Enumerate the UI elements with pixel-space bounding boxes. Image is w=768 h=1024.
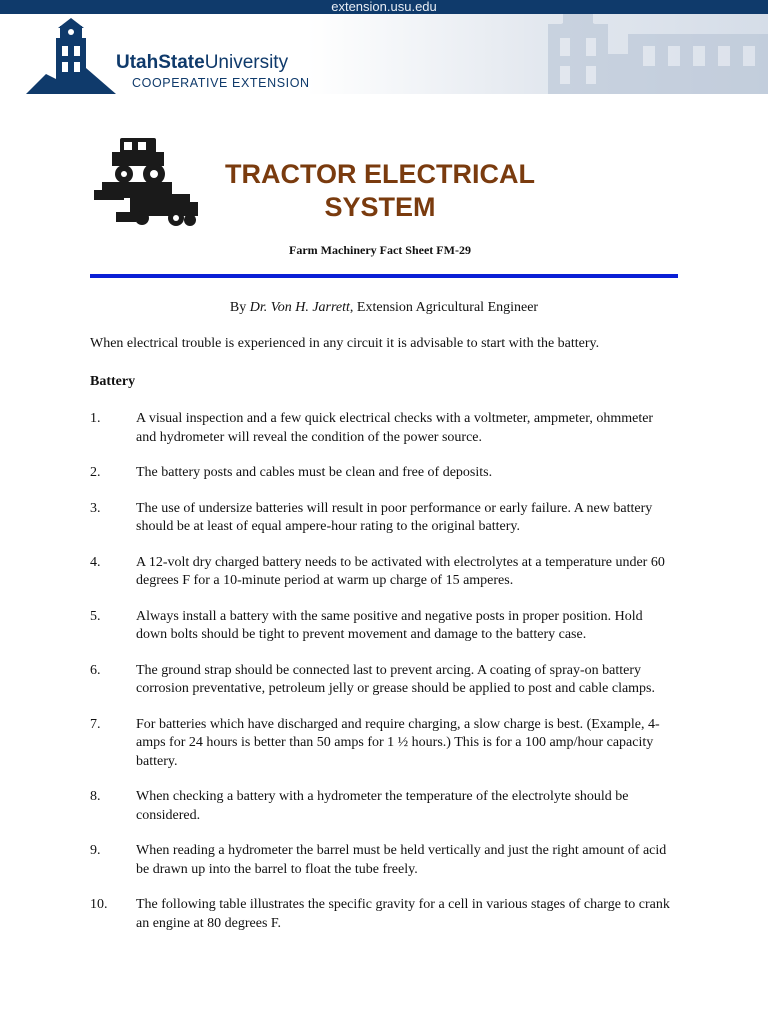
site-url[interactable]: extension.usu.edu — [331, 0, 437, 14]
list-item-text: When reading a hydrometer the barrel must be held vertically and just the right amount of acid be drawn up into the barrel to float the tube freely. — [136, 843, 667, 877]
byline — [0, 300, 768, 316]
list-item — [90, 716, 690, 772]
intro-paragraph: When electrical trouble is experienced in any circuit it is advisable to start with the battery. — [90, 336, 600, 351]
list-item-text: Always install a battery with the same positive and negative posts in proper position. Hold down bolts should be tight to prevent movement and damage to the battery case. — [136, 608, 643, 642]
list-item-number: 2. — [90, 465, 101, 480]
farm-machinery-clipart-icon — [90, 130, 202, 232]
list-item-number: 3. — [90, 500, 101, 516]
old-main-tower-watermark-icon — [508, 14, 768, 94]
list-item-text: A 12-volt dry charged battery needs to be activated with electrolytes at a temperature under 60 degrees F for a 10-minute period at warm up charge of 15 amperes. — [136, 554, 665, 588]
battery-tips-list — [90, 410, 690, 950]
university-name — [116, 52, 288, 74]
list-item-text: The following table illustrates the specific gravity for a cell in various stages of charge to crank an engine at 80 degrees F. — [136, 897, 670, 931]
list-item-text: A visual inspection and a few quick electrical checks with a voltmeter, ampmeter, ohmmeter and hydrometer will reveal the condition of the power source. — [136, 411, 654, 445]
list-item — [90, 464, 690, 483]
list-item-text: For batteries which have discharged and require charging, a slow charge is best. (Example, 4-amps for 24 hours is better than 50 amps for 1 ½ hours.) This is for a 100 amp/hour capacity battery. — [136, 716, 660, 769]
list-item-text: The battery posts and cables must be clean and free of deposits. — [136, 465, 493, 480]
list-item-number: 6. — [90, 662, 101, 678]
document-title-line-2: SYSTEM — [324, 192, 436, 222]
header-banner — [0, 14, 768, 94]
list-item-number: 10. — [90, 897, 108, 912]
university-name-bold: UtahState — [116, 52, 205, 73]
list-item — [90, 410, 690, 447]
document-title — [200, 158, 560, 224]
list-item — [90, 662, 690, 699]
list-item-number: 4. — [90, 554, 101, 570]
list-item-number: 1. — [90, 411, 101, 426]
list-item — [90, 500, 690, 537]
list-item-text: When checking a battery with a hydrometer the temperature of the electrolyte should be considered. — [136, 789, 629, 823]
usu-logo-icon — [26, 18, 116, 94]
site-url-bar[interactable] — [0, 0, 768, 14]
fact-sheet-subtitle: Farm Machinery Fact Sheet FM-29 — [289, 243, 471, 257]
list-item-text: The ground strap should be connected last to prevent arcing. A coating of spray-on battery corrosion preventative, petroleum jelly or grease should be applied to post and cable clamps. — [136, 662, 656, 696]
document-title-line-1: TRACTOR ELECTRICAL — [225, 159, 535, 189]
list-item-number: 5. — [90, 608, 101, 624]
cooperative-extension-label: COOPERATIVE EXTENSION — [132, 76, 310, 90]
section-heading-battery: Battery — [90, 374, 136, 389]
list-item-text: The use of undersize batteries will result in poor performance or early failure. A new battery should be at least of equal ampere-hour rating to the original battery. — [136, 500, 653, 534]
byline-prefix: By — [229, 300, 250, 315]
list-item — [90, 896, 690, 933]
list-item-number: 8. — [90, 789, 101, 804]
list-item — [90, 608, 690, 645]
author-name: Dr. Von H. Jarrett — [249, 300, 350, 315]
author-title: , Extension Agricultural Engineer — [349, 300, 539, 315]
list-item-number: 9. — [90, 843, 101, 858]
university-name-regular: University — [204, 52, 289, 73]
list-item-number: 7. — [90, 716, 101, 732]
list-item — [90, 554, 690, 591]
list-item — [90, 842, 690, 879]
list-item — [90, 788, 690, 825]
title-divider — [90, 274, 678, 278]
